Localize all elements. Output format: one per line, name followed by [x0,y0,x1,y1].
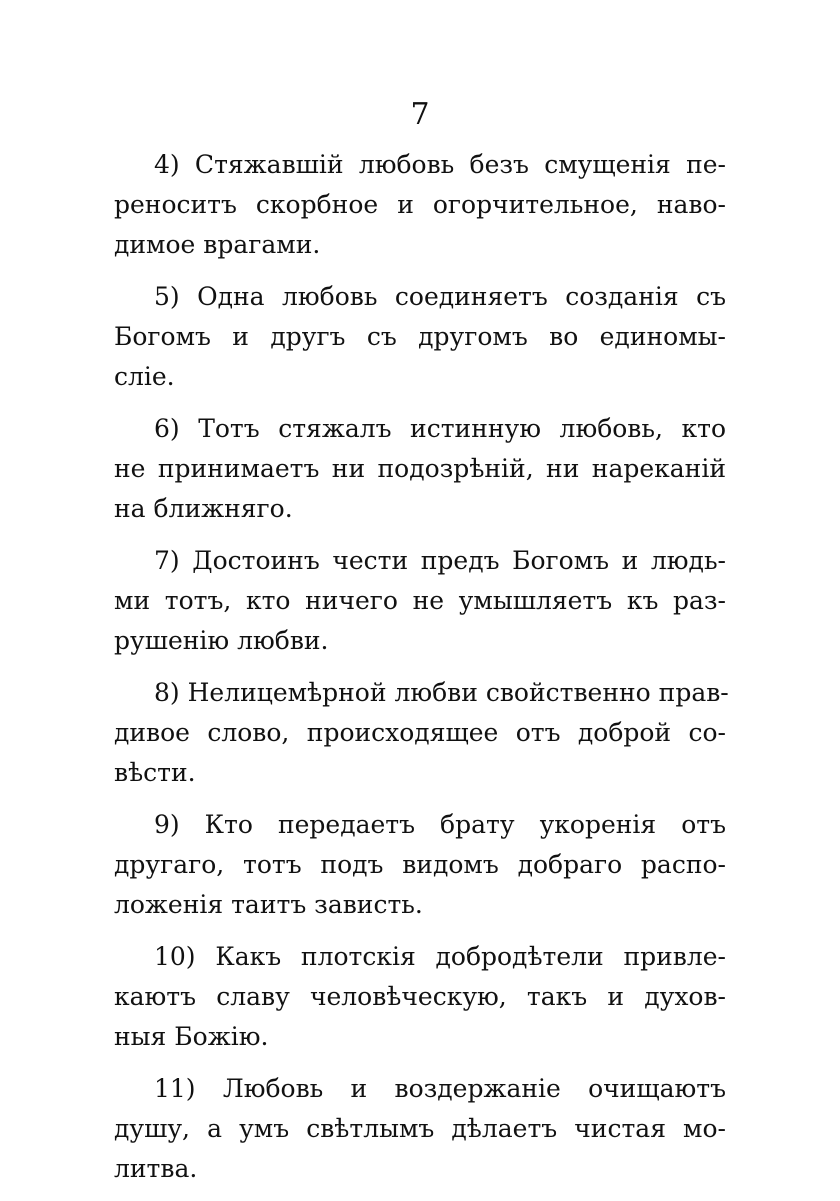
text-line: ложенія таитъ зависть. [114,890,423,919]
text-line: душу, а умъ свѣтлымъ дѣлаетъ чистая мо- [114,1114,726,1143]
text-line: рушенію любви. [114,626,329,655]
text-line: 11) Любовь и воздержаніе очищаютъ [154,1074,726,1103]
text-line: Богомъ и другъ съ другомъ во единомы- [114,322,726,351]
text-line: 10) Какъ плотскія добродѣтели привле- [154,942,726,971]
text-line: 8) Нелицемѣрной любви свойственно прав- [154,678,729,707]
text-line: 5) Одна любовь соединяетъ созданія съ [154,282,726,311]
text-line: 9) Кто передаетъ брату укоренія отъ [154,810,726,839]
entry-5 [114,277,726,397]
entry-11 [114,1069,726,1189]
text-line: димое врагами. [114,230,321,259]
text-line: дивое слово, происходящее отъ доброй со- [114,718,726,747]
entry-9 [114,805,726,925]
text-line: сліе. [114,362,175,391]
text-line: ми тотъ, кто ничего не умышляетъ къ раз- [114,586,726,615]
text-line: 7) Достоинъ чести предъ Богомъ и людь- [154,546,726,575]
text-line: литва. [114,1154,198,1183]
text-line: не принимаетъ ни подозрѣній, ни нареканій [114,454,726,483]
entry-10 [114,937,726,1057]
text-line: другаго, тотъ подъ видомъ добраго распо- [114,850,726,879]
entry-4 [114,145,726,265]
text-line: 6) Тотъ стяжалъ истинную любовь, кто [154,414,726,443]
text-line: каютъ славу человѣческую, такъ и духов- [114,982,726,1011]
page-body [114,145,729,1201]
text-line: 4) Стяжавшій любовь безъ смущенія пе- [154,150,726,179]
entry-8 [114,673,729,793]
page-number: 7 [410,97,430,132]
entry-7 [114,541,726,661]
text-line: на ближняго. [114,494,293,523]
text-line: вѣсти. [114,758,196,787]
text-line: реноситъ скорбное и огорчительное, наво- [114,190,726,219]
entry-6 [114,409,726,529]
text-line: ныя Божію. [114,1022,269,1051]
